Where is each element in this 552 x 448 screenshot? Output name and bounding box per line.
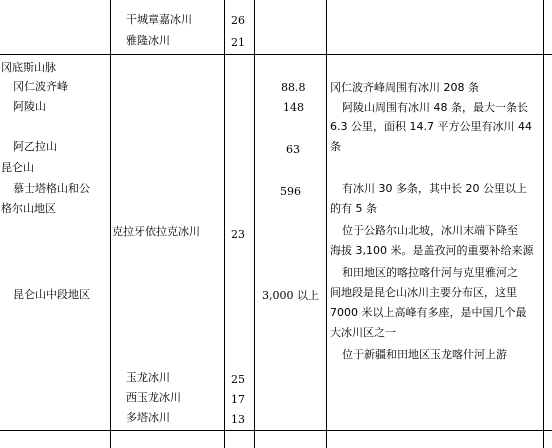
- glacier-length: 25: [231, 373, 245, 386]
- row-divider-bottom: [0, 430, 552, 431]
- note-text: 的有 5 条: [330, 202, 377, 215]
- altitude-value: 596: [280, 185, 301, 198]
- altitude-value: 148: [283, 101, 304, 114]
- note-text: 海拔 3,100 米。是盖孜河的重要补给来源: [330, 244, 534, 257]
- note-text: 冈仁波齐峰周围有冰川 208 条: [330, 81, 479, 94]
- glacier-name: 多塔冰川: [126, 411, 170, 424]
- glacier-name: 克拉牙依拉克冰川: [112, 225, 200, 238]
- note-text: 条: [330, 140, 341, 153]
- col-divider-2: [224, 0, 225, 448]
- glacier-length: 13: [231, 413, 245, 426]
- region-name: 昆仑山: [1, 161, 34, 174]
- region-name: 阿乙拉山: [13, 140, 57, 153]
- region-name: 冈底斯山脉: [1, 61, 56, 74]
- row-divider-top: [0, 54, 552, 55]
- glacier-length: 21: [231, 36, 245, 49]
- region-name: 慕士塔格山和公: [13, 182, 90, 195]
- glacier-name: 干城章嘉冰川: [126, 13, 192, 26]
- glacier-name: 玉龙冰川: [126, 371, 170, 384]
- glacier-name: 西玉龙冰川: [126, 391, 181, 404]
- note-text: 间地段是昆仑山冰川主要分布区，这里: [330, 286, 517, 299]
- region-name: 阿陵山: [13, 100, 46, 113]
- region-name: 格尔山地区: [1, 202, 56, 215]
- note-text: 有冰川 30 多条，其中长 20 公里以上: [342, 182, 527, 195]
- note-text: 和田地区的喀拉喀什河与克里雅河之: [342, 266, 518, 279]
- note-text: 6.3 公里，面积 14.7 平方公里有冰川 44: [330, 120, 532, 133]
- glacier-name: 雅隆冰川: [126, 34, 170, 47]
- altitude-value: 3,000 以上: [262, 289, 319, 302]
- col-divider-3: [254, 0, 255, 448]
- col-divider-5: [543, 0, 544, 448]
- altitude-value: 63: [286, 143, 300, 156]
- note-text: 位于新疆和田地区玉龙喀什河上游: [342, 348, 507, 361]
- note-text: 大冰川区之一: [330, 326, 396, 339]
- col-divider-1: [110, 0, 111, 448]
- region-name: 冈仁波齐峰: [13, 80, 68, 93]
- glacier-length: 23: [231, 228, 245, 241]
- note-text: 位于公路尔山北坡，冰川末端下降至: [342, 224, 518, 237]
- region-name: 昆仑山中段地区: [13, 288, 90, 301]
- glacier-length: 17: [231, 393, 245, 406]
- note-text: 阿陵山周围有冰川 48 条，最大一条长: [342, 101, 528, 114]
- glacier-length: 26: [231, 14, 245, 27]
- altitude-value: 88.8: [281, 81, 306, 94]
- note-text: 7000 米以上高峰有多座，是中国几个最: [330, 306, 527, 319]
- col-divider-4: [326, 0, 327, 448]
